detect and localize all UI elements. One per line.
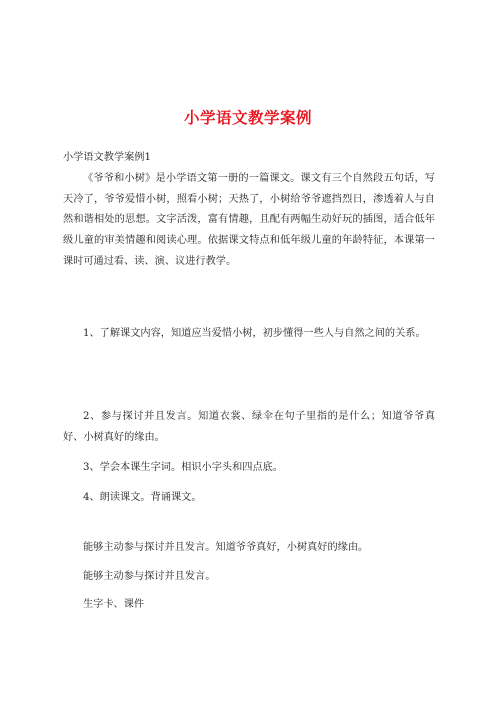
- preparation-paragraph: 生字卡、课件: [83, 599, 145, 610]
- goal-item-1: 1、了解课文内容，知道应当爱惜小树，初步懂得一些人与自然之间的关系。: [83, 328, 426, 339]
- key-point-paragraph: 能够主动参与探讨并且发言。知道爷爷真好，小树真好的缘由。: [83, 542, 369, 553]
- document-subtitle: 小学语文教学案例1: [63, 152, 151, 163]
- goal-item-3: 3、学会本课生字词。相识小字头和四点底。: [83, 462, 284, 473]
- intro-paragraph: 《爷爷和小树》是小学语文第一册的一篇课文。课文有三个自然段五句话，写天冷了，爷爷爱惜小树，照看小树；天热了，小树给爷爷遮挡烈日，渗透着人与自然和谐相处的思想。文字活泼，富有情趣，且配有两幅生动好玩的插图，适合低年级儿童的审美情趣和阅读心理。依据课文特点和低年级儿童的年龄特征，本课第一课时可通过看、读、演、议进行教学。: [63, 173, 435, 267]
- goal-item-4: 4、朗读课文。背诵课文。: [83, 492, 202, 503]
- goal-item-2: 2、参与探讨并且发言。知道衣裳、绿伞在句子里指的是什么；知道爷爷真好、小树真好的缘由。: [63, 411, 435, 443]
- document-title: 小学语文教学案例: [183, 109, 312, 127]
- difficulty-paragraph: 能够主动参与探讨并且发言。: [83, 571, 216, 582]
